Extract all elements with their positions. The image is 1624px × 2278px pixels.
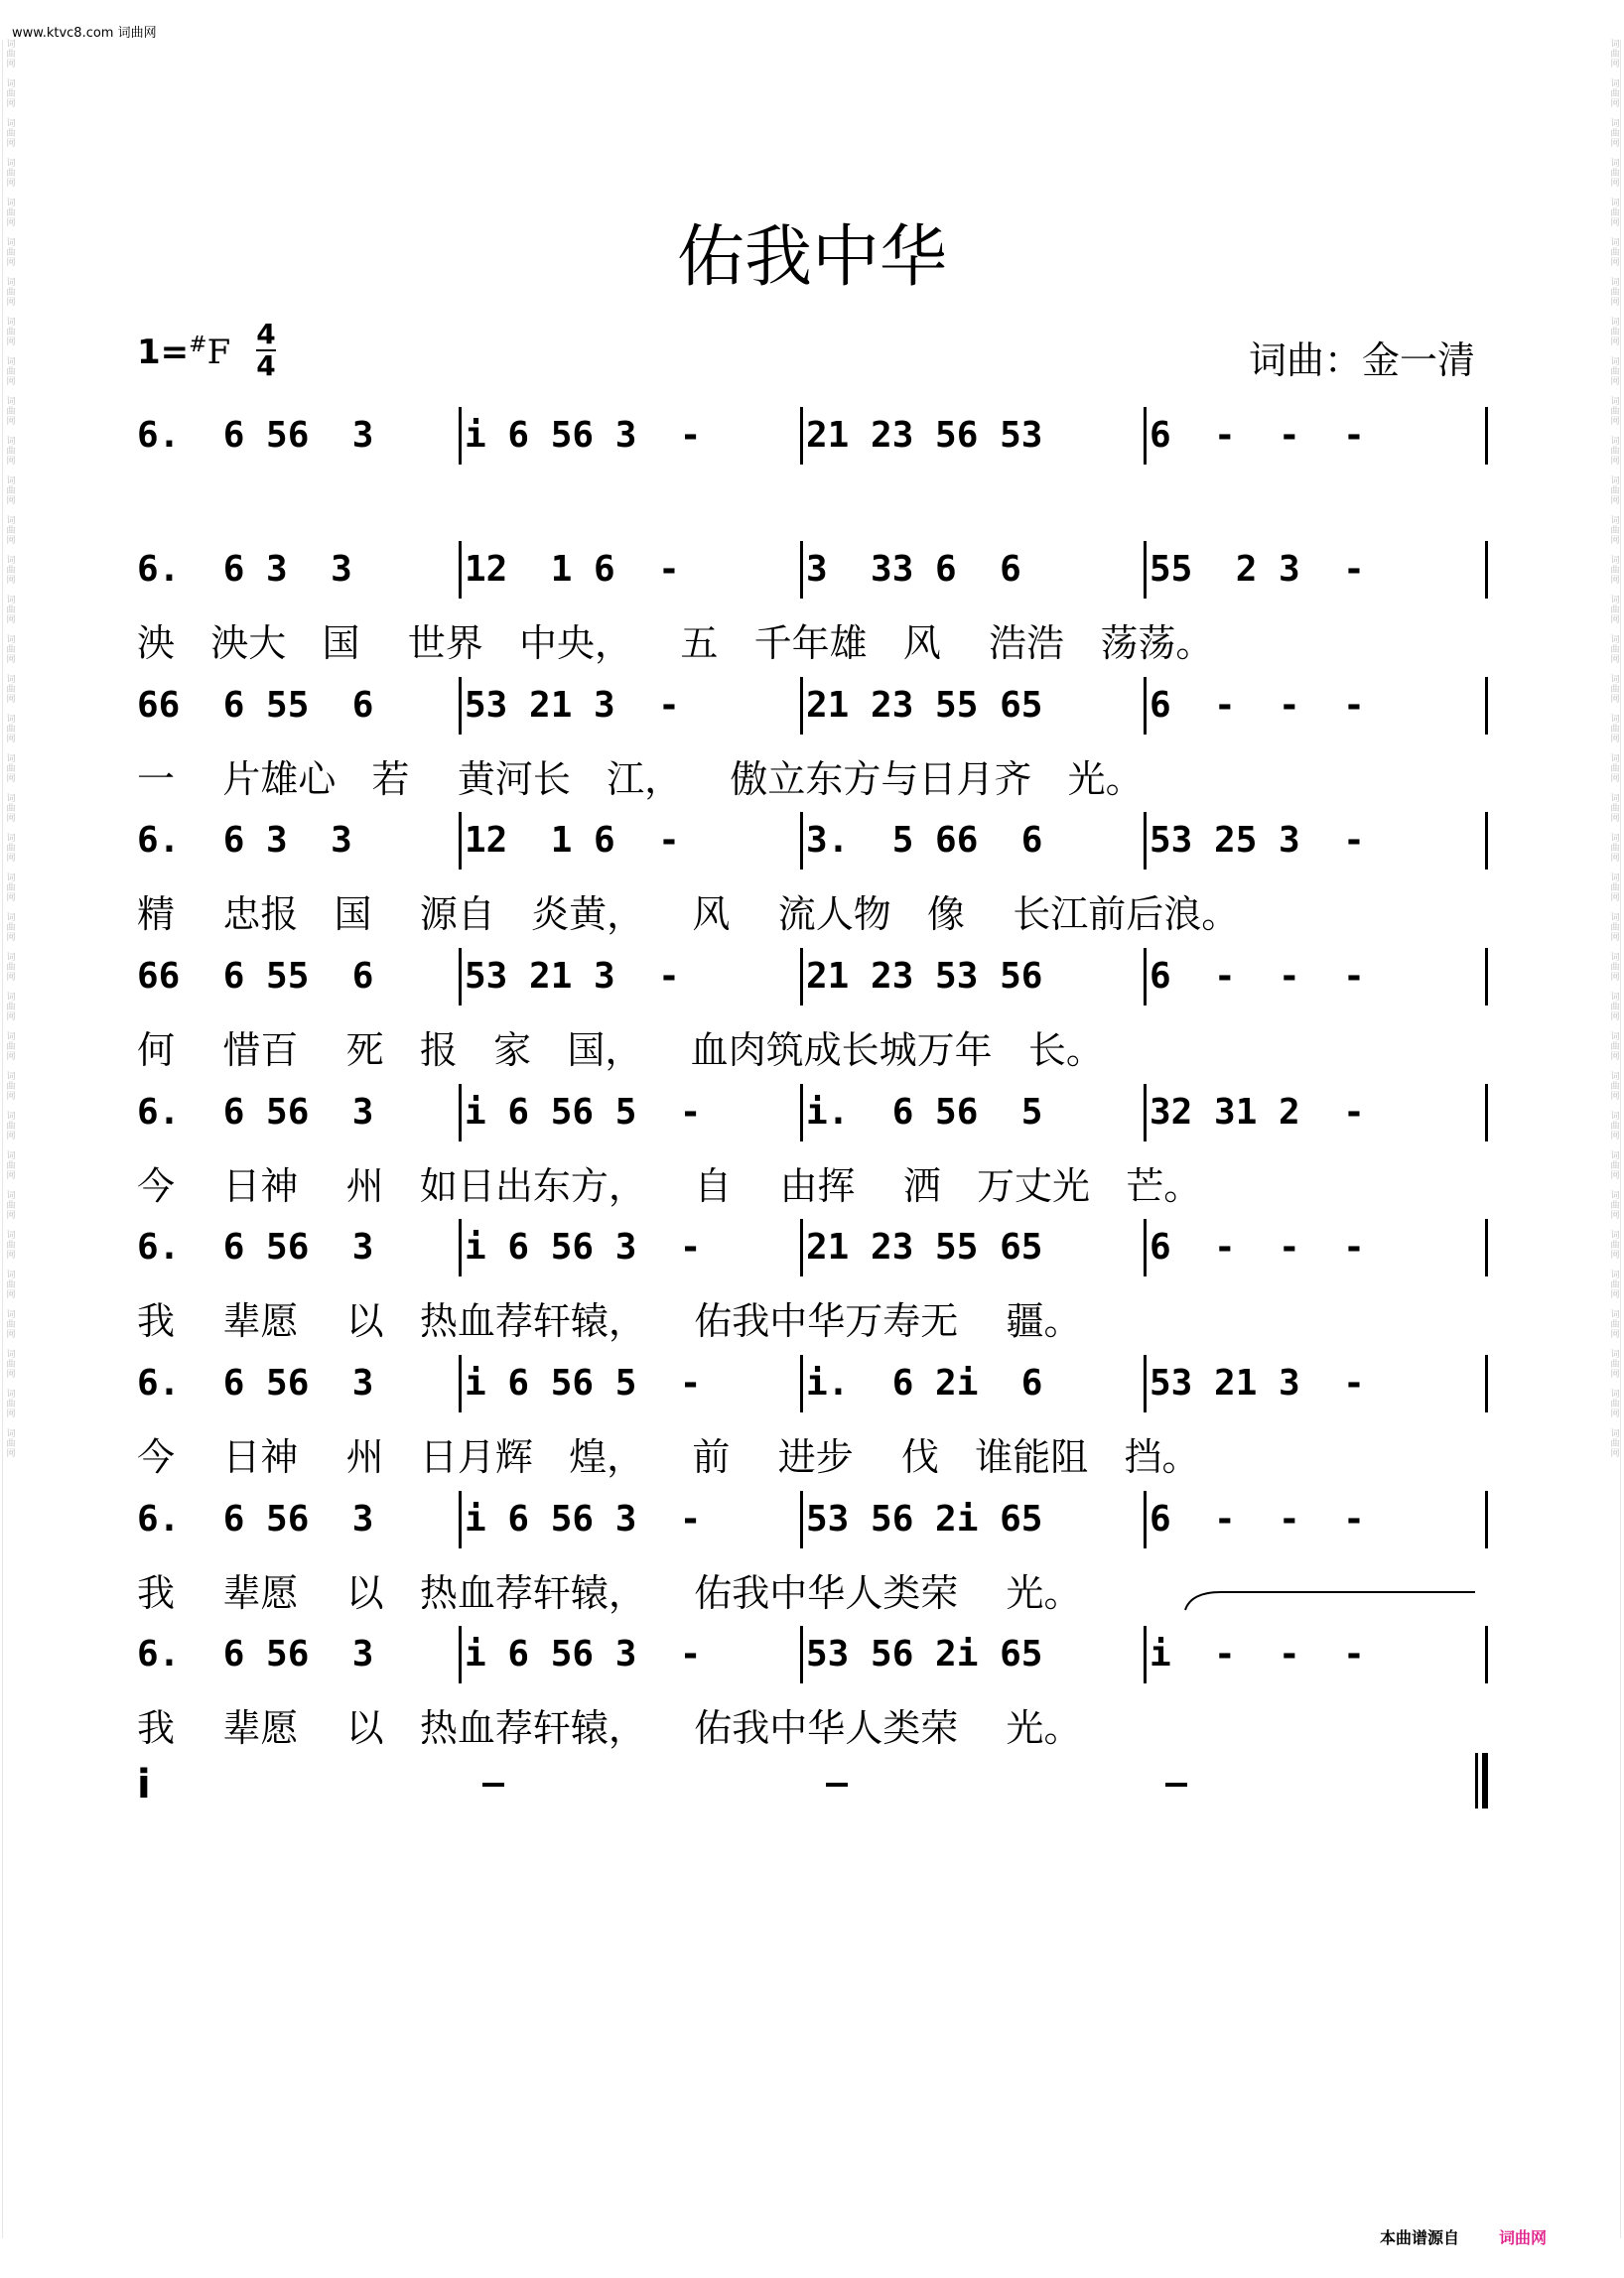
measure: 53 21 3 - — [465, 956, 680, 997]
measure: 21 23 55 65 — [806, 1227, 1043, 1268]
score-row — [0, 1084, 1624, 1143]
barline — [1144, 541, 1147, 599]
measure: i 6 56 5 - — [465, 1092, 702, 1133]
barline — [459, 677, 462, 735]
barline — [800, 948, 803, 1005]
barline — [1144, 1084, 1147, 1141]
score-row — [0, 1626, 1624, 1685]
barline — [1485, 1491, 1488, 1548]
barline — [1144, 948, 1147, 1005]
final-dash — [826, 1783, 848, 1787]
barline — [1485, 1084, 1488, 1141]
barline — [1144, 812, 1147, 870]
score-row — [0, 541, 1624, 601]
barline — [1144, 1491, 1147, 1548]
measure: 66 6 55 6 — [137, 956, 374, 997]
sharp-sign: # — [189, 333, 207, 357]
measure: 3. 5 66 6 — [806, 820, 1043, 861]
lyric-line — [0, 744, 1624, 801]
final-barline — [1475, 1753, 1489, 1809]
barline — [800, 1626, 803, 1683]
measure: 6 - - - — [1150, 956, 1365, 997]
score-row — [0, 677, 1624, 737]
barline — [459, 407, 462, 465]
lyric-line — [0, 608, 1624, 665]
barline — [800, 677, 803, 735]
barline — [459, 948, 462, 1005]
barline — [800, 1219, 803, 1276]
measure: i 6 56 3 - — [465, 1634, 702, 1675]
barline — [1485, 1219, 1488, 1276]
lyric-line — [0, 1015, 1624, 1072]
lyric-text: 今 日神 州 如日出东方， 自 由挥 洒 万丈光 芒。 — [137, 1164, 1202, 1208]
barline — [800, 407, 803, 465]
measure: 21 23 56 53 — [806, 415, 1043, 456]
lyric-line — [0, 1422, 1624, 1479]
song-title: 佑我中华 — [676, 218, 947, 297]
barline — [1485, 812, 1488, 870]
barline — [459, 1084, 462, 1141]
final-dash — [482, 1783, 504, 1787]
measure: i - - - — [1150, 1634, 1365, 1675]
measure: 21 23 53 56 — [806, 956, 1043, 997]
barline — [459, 1355, 462, 1412]
barline — [800, 1355, 803, 1412]
barline — [800, 812, 803, 870]
barline — [1144, 1626, 1147, 1683]
barline — [800, 1084, 803, 1141]
barline — [800, 1491, 803, 1548]
barline — [459, 1491, 462, 1548]
barline — [1485, 948, 1488, 1005]
measure: 6 - - - — [1150, 1227, 1365, 1268]
measure: 6. 6 56 3 — [137, 415, 374, 456]
lyric-line — [0, 1693, 1624, 1750]
composer-credit: 词曲：金一清 — [1249, 338, 1476, 382]
footer-brand: 词曲网 — [1499, 2228, 1548, 2247]
measure: 53 21 3 - — [1150, 1363, 1365, 1404]
lyric-text: 一 片雄心 若 黄河长 江， 傲立东方与日月齐 光。 — [137, 757, 1144, 801]
measure: 6 - - - — [1150, 685, 1365, 726]
barline — [1144, 677, 1147, 735]
key-prefix: 1= — [137, 333, 190, 372]
lyric-line — [0, 1286, 1624, 1343]
barline — [459, 541, 462, 599]
measure: 6. 6 3 3 — [137, 820, 352, 861]
barline — [1144, 1355, 1147, 1412]
measure: 6. 6 56 3 — [137, 1634, 374, 1675]
left-watermark: 词 曲 网 词 曲 网 词 曲 网 词 曲 网 词 曲 网 词 曲 网 词 曲 网 词 曲 网 词 曲 网 词 曲 网 词 曲 网 词 曲 网 词 曲 网 词 曲 网 词 曲 网 词 曲 网 词 曲 网 词 曲 网 词 曲 网 词 曲 网 词 曲 网 词 曲 网 词 曲 网 词 曲 网 词 曲 网 词 曲 网 词 曲 网 词 曲 网 词 曲 网 词 曲 网 词 曲 网 词 曲 网 词 曲 网 词 曲 网 词 曲 网 词 曲 网 — [6, 40, 16, 1459]
lyric-text: 今 日神 州 日月辉 煌， 前 进步 伐 谁能阻 挡。 — [137, 1435, 1200, 1479]
measure: i. 6 56 5 — [806, 1092, 1043, 1133]
right-watermark: 词 曲 网 词 曲 网 词 曲 网 词 曲 网 词 曲 网 词 曲 网 词 曲 网 词 曲 网 词 曲 网 词 曲 网 词 曲 网 词 曲 网 词 曲 网 词 曲 网 词 曲 网 词 曲 网 词 曲 网 词 曲 网 词 曲 网 词 曲 网 词 曲 网 词 曲 网 词 曲 网 词 曲 网 词 曲 网 词 曲 网 词 曲 网 词 曲 网 词 曲 网 词 曲 网 词 曲 网 词 曲 网 词 曲 网 词 曲 网 词 曲 网 词 曲 网 — [1610, 40, 1620, 1459]
footer-source — [1380, 2225, 1547, 2248]
key-note: F — [206, 333, 231, 372]
lyric-text: 我 辈愿 以 热血荐轩辕， 佑我中华人类荣 光。 — [137, 1706, 1082, 1750]
measure: 32 31 2 - — [1150, 1092, 1365, 1133]
barline — [1485, 541, 1488, 599]
lyric-line — [0, 879, 1624, 936]
score-row — [0, 1355, 1624, 1414]
barline — [459, 1219, 462, 1276]
meter-bottom: 4 — [256, 349, 276, 382]
lyric-text: 泱 泱大 国 世界 中央， 五 千年雄 风 浩浩 荡荡。 — [137, 621, 1214, 665]
score-row — [0, 1219, 1624, 1278]
measure: 6. 6 56 3 — [137, 1227, 374, 1268]
measure: 6. 6 56 3 — [137, 1363, 374, 1404]
lyric-text: 我 辈愿 以 热血荐轩辕， 佑我中华人类荣 光。 — [137, 1571, 1082, 1615]
measure: 6. 6 3 3 — [137, 549, 352, 590]
measure: i 6 56 5 - — [465, 1363, 702, 1404]
measure: 55 2 3 - — [1150, 549, 1365, 590]
measure: i 6 56 3 - — [465, 1227, 702, 1268]
barline — [1485, 1626, 1488, 1683]
measure: i 6 56 3 - — [465, 1499, 702, 1540]
lyric-text: 何 惜百 死 报 家 国， 血肉筑成长城万年 长。 — [137, 1028, 1104, 1072]
lyric-line — [0, 1151, 1624, 1208]
barline — [1485, 407, 1488, 465]
measure: 53 25 3 - — [1150, 820, 1365, 861]
measure: 12 1 6 - — [465, 549, 680, 590]
measure: 6 - - - — [1150, 415, 1365, 456]
measure: 12 1 6 - — [465, 820, 680, 861]
measure: 6. 6 56 3 — [137, 1092, 374, 1133]
measure: 6. 6 56 3 — [137, 1499, 374, 1540]
measure: 53 56 2i 65 — [806, 1499, 1043, 1540]
meter-top: 4 — [256, 318, 276, 350]
barline — [1485, 677, 1488, 735]
score-row — [0, 1491, 1624, 1550]
measure: 53 56 2i 65 — [806, 1634, 1043, 1675]
measure: 66 6 55 6 — [137, 685, 374, 726]
measure: 3 33 6 6 — [806, 549, 1021, 590]
final-note: i — [137, 1762, 151, 1808]
score-row — [0, 407, 1624, 467]
lyric-text: 我 辈愿 以 热血荐轩辕， 佑我中华万寿无 疆。 — [137, 1299, 1082, 1343]
barline — [1144, 407, 1147, 465]
barline — [1144, 1219, 1147, 1276]
tie-arc — [1181, 1588, 1479, 1612]
measure: 53 21 3 - — [465, 685, 680, 726]
lyric-text: 精 忠报 国 源自 炎黄， 风 流人物 像 长江前后浪。 — [137, 892, 1240, 936]
barline — [459, 1626, 462, 1683]
footer-text: 本曲谱源自 — [1380, 2228, 1460, 2247]
barline — [459, 812, 462, 870]
barline — [1485, 1355, 1488, 1412]
site-url: www.ktvc8.com 词曲网 — [12, 26, 157, 41]
measure: i 6 56 3 - — [465, 415, 702, 456]
measure: i. 6 2i 6 — [806, 1363, 1043, 1404]
score-row — [0, 948, 1624, 1007]
final-dash — [1165, 1783, 1187, 1787]
score-row — [0, 812, 1624, 871]
measure: 21 23 55 65 — [806, 685, 1043, 726]
barline — [800, 541, 803, 599]
measure: 6 - - - — [1150, 1499, 1365, 1540]
